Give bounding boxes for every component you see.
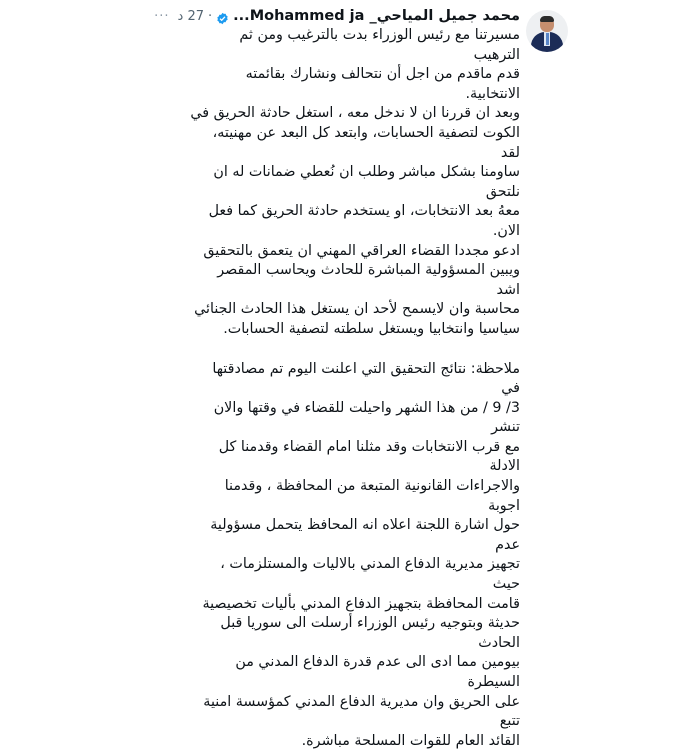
tweet-timestamp[interactable]: 27 د	[178, 9, 204, 24]
text-line: بيومين مما ادى الى عدم قدرة الدفاع المدني من السيطرة	[190, 653, 520, 692]
author-name[interactable]: محمد جميل المياحي_ Mohammed ja...	[233, 8, 520, 24]
text-line: محاسبة وان لايسمح لأحد ان يستغل هذا الحادث الجنائي	[190, 300, 520, 320]
verified-badge-icon	[216, 10, 229, 23]
text-line: سياسيا وانتخابيا ويستغل سلطته لتصفية الحسابات.	[190, 320, 520, 340]
author-avatar[interactable]	[526, 10, 568, 52]
text-line: 3/ 9 / من هذا الشهر واحيلت للقضاء في وقتها والان تنشر	[190, 399, 520, 438]
paragraph-1	[190, 26, 520, 340]
text-line: ادعو مجددا القضاء العراقي المهني ان يتعمق بالتحقيق	[190, 242, 520, 262]
text-line: الان.	[190, 222, 520, 242]
text-line: مع قرب الانتخابات وقد مثلنا امام القضاء وقدمنا كل الادلة	[190, 438, 520, 477]
text-line: ملاحظة: نتائج التحقيق التي اعلنت اليوم تم مصادقتها في	[190, 360, 520, 399]
text-line: تجهيز مديرية الدفاع المدني بالاليات والمستلزمات ، حيث	[190, 555, 520, 594]
avatar-tie	[546, 33, 549, 45]
more-options-icon[interactable]: ···	[154, 9, 169, 24]
text-line: على الحريق وان مديرية الدفاع المدني كمؤسسة امنية تتبع	[190, 693, 520, 732]
text-line: وبعد ان قررنا ان لا ندخل معه ، استغل حادثة الحريق في	[190, 104, 520, 124]
text-line: ساومنا بشكل مباشر وطلب ان نُعطي ضمانات له ان نلتحق	[190, 163, 520, 202]
tweet-content	[190, 6, 520, 751]
text-line: القائد العام للقوات المسلحة مباشرة.	[190, 732, 520, 751]
text-line: والاجراءات القانونية المتبعة من المحافظة ، وقدمنا اجوبة	[190, 477, 520, 516]
text-line: الكوت لتصفية الحسابات، وابتعد كل البعد عن مهنيته، لقد	[190, 124, 520, 163]
separator-dot: ·	[208, 9, 212, 24]
text-line: ويبين المسؤولية المباشرة للحادث ويحاسب المقصر اشد	[190, 261, 520, 300]
tweet-header	[190, 6, 520, 26]
paragraph-2	[190, 360, 520, 751]
text-line: حديثة وبتوجيه رئيس الوزراء أرسلت الى سوريا قبل الحادث	[190, 614, 520, 653]
text-line: مسيرتنا مع رئيس الوزراء بدت بالترغيب ومن ثم الترهيب	[190, 26, 520, 65]
text-line: حول اشارة اللجنة اعلاه انه المحافظ يتحمل مسؤولية عدم	[190, 516, 520, 555]
avatar-hair	[540, 16, 554, 22]
text-line: قامت المحافظة بتجهيز الدفاع المدني بأليات تخصيصية	[190, 595, 520, 615]
tweet-text	[190, 26, 520, 751]
text-line: قدم ماقدم من اجل أن نتحالف ونشارك بقائمته الانتخابية.	[190, 65, 520, 104]
text-line: معهُ بعد الانتخابات، او يستخدم حادثة الحريق كما فعل	[190, 202, 520, 222]
paragraph-gap	[190, 340, 520, 360]
